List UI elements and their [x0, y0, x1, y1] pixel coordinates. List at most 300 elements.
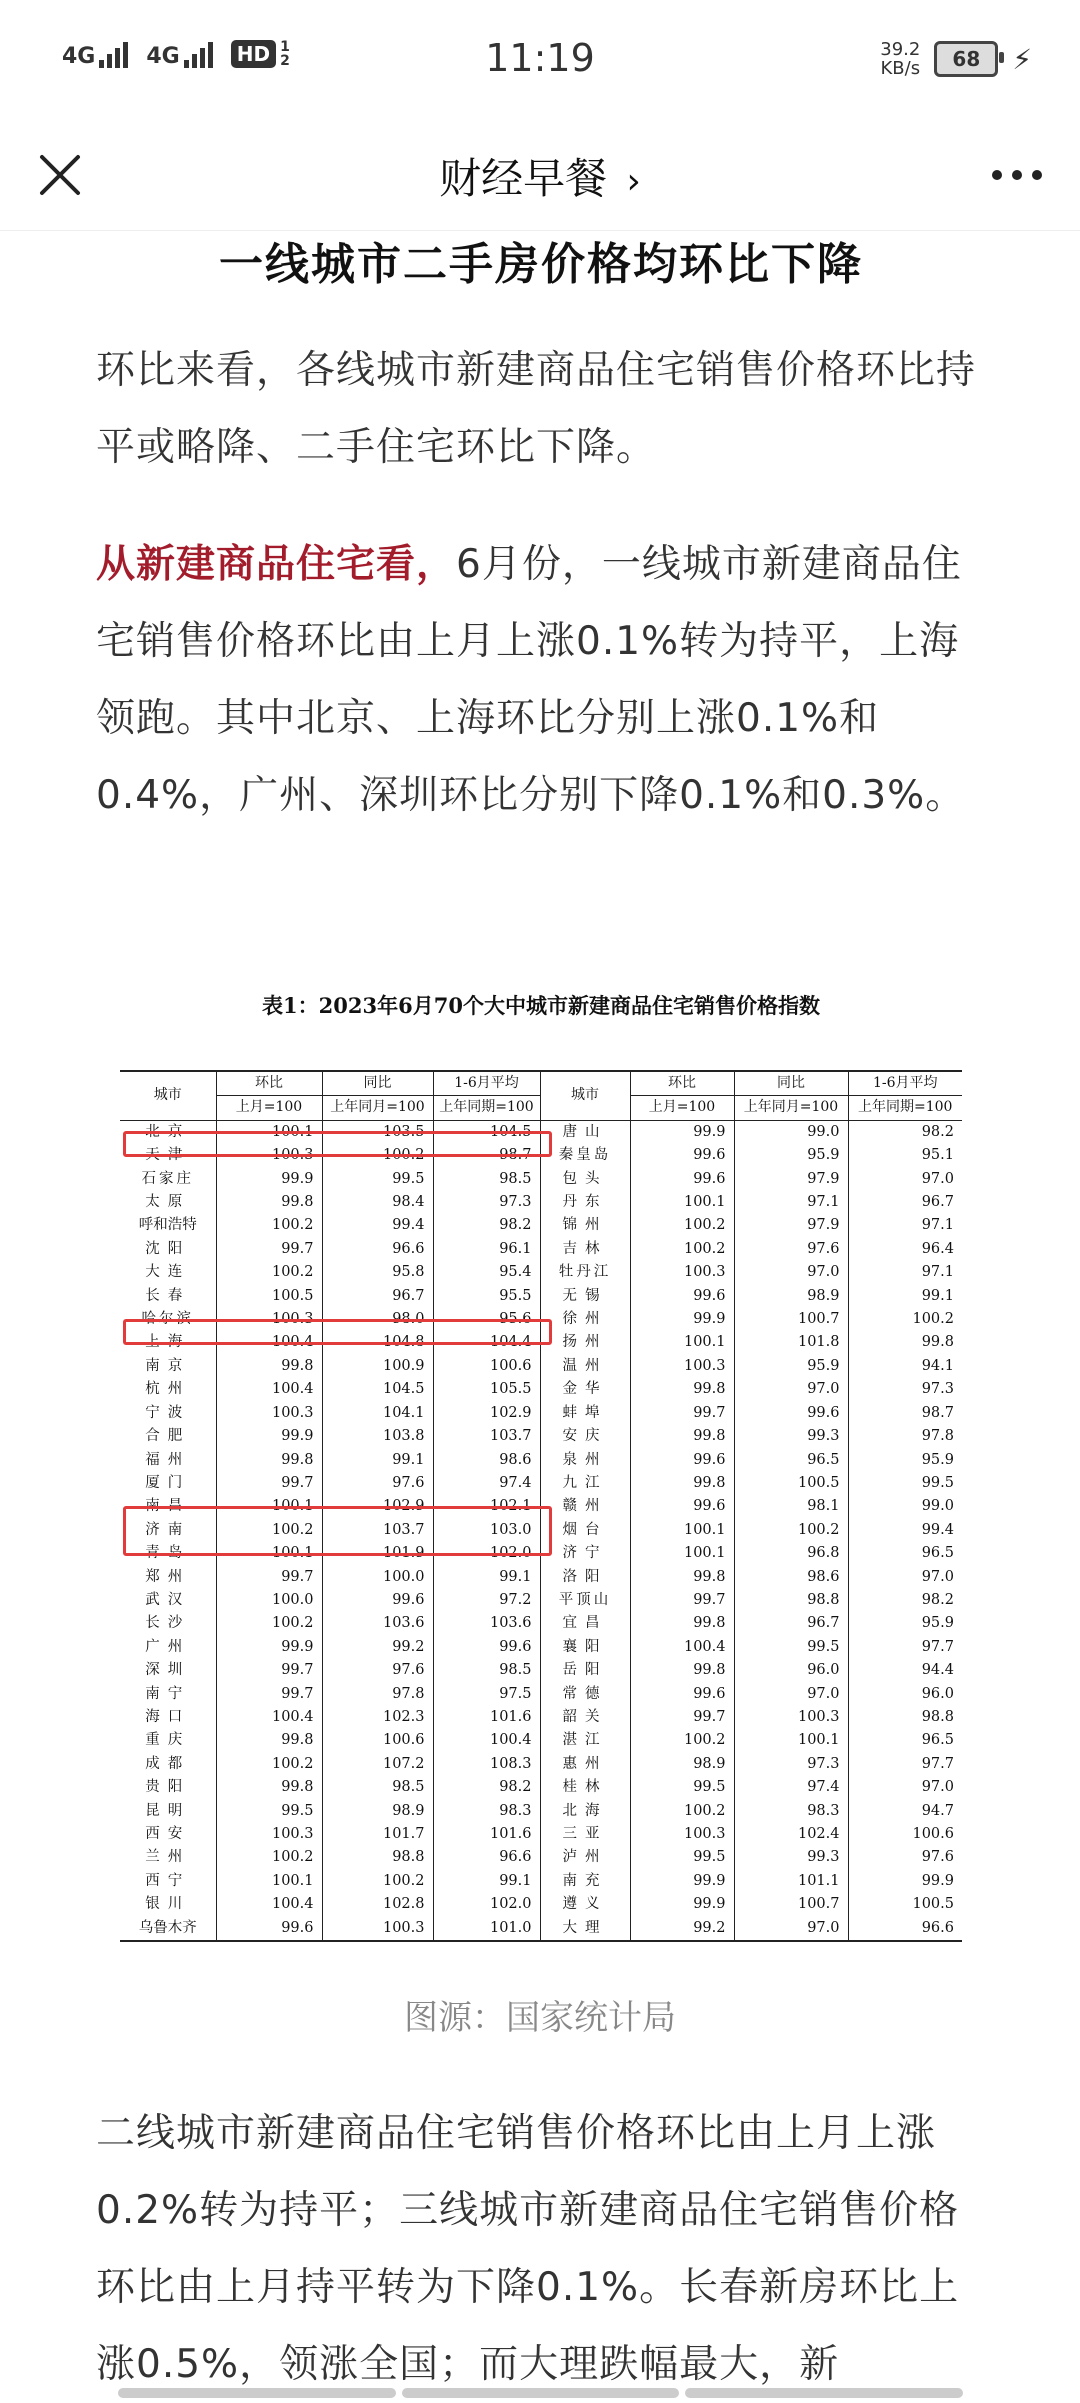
city-cell: 长春 — [145, 1287, 191, 1304]
value-cell: 97.4 — [433, 1472, 540, 1495]
value-cell: 96.4 — [848, 1238, 962, 1261]
value-cell: 99.8 — [630, 1472, 734, 1495]
city-cell: 唐山 — [540, 1120, 630, 1144]
value-cell: 99.8 — [216, 1729, 322, 1752]
value-cell: 96.5 — [848, 1729, 962, 1752]
value-cell: 103.6 — [322, 1612, 433, 1635]
city-cell: 合肥 — [145, 1428, 191, 1445]
table-row — [120, 1917, 962, 1941]
value-cell: 100.1 — [216, 1542, 322, 1565]
value-cell: 99.5 — [630, 1776, 734, 1799]
value-cell: 97.1 — [848, 1261, 962, 1284]
city-cell: 上海 — [145, 1334, 191, 1351]
sim2-label: 4G — [146, 44, 180, 69]
city-cell: 南充 — [540, 1870, 630, 1893]
value-cell: 98.5 — [433, 1659, 540, 1682]
value-cell: 99.9 — [630, 1120, 734, 1144]
sim1-label: 4G — [62, 44, 96, 69]
value-cell: 108.3 — [433, 1753, 540, 1776]
value-cell: 100.2 — [322, 1870, 433, 1893]
table-row — [120, 1285, 962, 1308]
value-cell: 100.6 — [433, 1355, 540, 1378]
value-cell: 100.2 — [216, 1214, 322, 1237]
value-cell: 99.1 — [848, 1285, 962, 1308]
value-cell: 96.5 — [734, 1449, 848, 1472]
value-cell: 99.1 — [433, 1870, 540, 1893]
paragraph-2 — [96, 526, 986, 834]
value-cell: 105.5 — [433, 1378, 540, 1401]
value-cell: 99.6 — [630, 1449, 734, 1472]
value-cell: 100.1 — [630, 1191, 734, 1214]
highlight-box-guangzhou-shenzhen — [123, 1506, 552, 1556]
value-cell: 99.6 — [322, 1589, 433, 1612]
value-cell: 99.7 — [216, 1472, 322, 1495]
city-cell: 桂林 — [540, 1776, 630, 1799]
value-cell: 99.5 — [630, 1846, 734, 1869]
city-cell: 郑州 — [145, 1568, 191, 1585]
value-cell: 95.9 — [734, 1144, 848, 1167]
city-cell: 安庆 — [540, 1425, 630, 1448]
value-cell: 99.5 — [322, 1168, 433, 1191]
value-cell: 99.7 — [630, 1589, 734, 1612]
value-cell: 99.8 — [630, 1378, 734, 1401]
table-row — [120, 1729, 962, 1752]
city-cell: 无锡 — [540, 1285, 630, 1308]
more-icon — [992, 170, 1002, 180]
value-cell: 99.0 — [734, 1120, 848, 1144]
value-cell: 99.8 — [216, 1449, 322, 1472]
value-cell: 100.3 — [630, 1823, 734, 1846]
city-cell: 惠州 — [540, 1753, 630, 1776]
value-cell: 99.6 — [216, 1917, 322, 1941]
value-cell: 99.7 — [216, 1566, 322, 1589]
value-cell: 99.7 — [216, 1683, 322, 1706]
value-cell: 98.9 — [322, 1800, 433, 1823]
value-cell: 99.6 — [630, 1495, 734, 1518]
value-cell: 97.7 — [848, 1636, 962, 1659]
value-cell: 102.3 — [322, 1706, 433, 1729]
article-body-continued — [96, 2095, 986, 2403]
value-cell: 102.0 — [433, 1893, 540, 1916]
value-cell: 104.5 — [322, 1378, 433, 1401]
value-cell: 100.4 — [433, 1729, 540, 1752]
column-header: 环比 — [216, 1071, 322, 1096]
city-cell: 大连 — [145, 1264, 191, 1281]
value-cell: 99.7 — [216, 1238, 322, 1261]
table-row — [120, 1261, 962, 1284]
value-cell: 102.8 — [322, 1893, 433, 1916]
value-cell: 98.3 — [433, 1800, 540, 1823]
article-body — [96, 230, 986, 834]
value-cell: 99.8 — [630, 1612, 734, 1635]
value-cell: 102.0 — [433, 1542, 540, 1565]
city-cell: 平顶山 — [540, 1589, 630, 1612]
city-cell: 沈阳 — [145, 1240, 191, 1257]
value-cell: 100.2 — [848, 1308, 962, 1331]
value-cell: 97.0 — [734, 1917, 848, 1941]
value-cell: 96.7 — [848, 1191, 962, 1214]
city-cell: 西宁 — [145, 1872, 191, 1889]
value-cell: 100.6 — [848, 1823, 962, 1846]
status-time: 11:19 — [485, 36, 595, 80]
value-cell: 97.9 — [734, 1168, 848, 1191]
city-cell: 海口 — [145, 1708, 191, 1725]
value-cell: 103.8 — [322, 1425, 433, 1448]
value-cell: 97.0 — [734, 1683, 848, 1706]
value-cell: 100.5 — [734, 1472, 848, 1495]
value-cell: 96.5 — [848, 1542, 962, 1565]
value-cell: 97.6 — [322, 1472, 433, 1495]
value-cell: 102.1 — [433, 1495, 540, 1518]
value-cell: 98.2 — [433, 1776, 540, 1799]
column-header: 1-6月平均 — [848, 1071, 962, 1096]
value-cell: 100.2 — [630, 1800, 734, 1823]
paragraph-3: 二线城市新建商品住宅销售价格环比由上月上涨0.2%转为持平；三线城市新建商品住宅销售价格环比由上月持平转为下降0.1%。长春新房环比上涨0.5%，领涨全国；而大理跌幅最大，新 — [96, 2111, 960, 2387]
value-cell: 99.1 — [433, 1566, 540, 1589]
value-cell: 104.1 — [322, 1402, 433, 1425]
page-title: 财经早餐 — [439, 154, 608, 203]
value-cell: 99.8 — [630, 1566, 734, 1589]
value-cell: 95.9 — [734, 1355, 848, 1378]
value-cell: 99.6 — [433, 1636, 540, 1659]
table-row — [120, 1636, 962, 1659]
value-cell: 100.1 — [734, 1729, 848, 1752]
city-cell: 徐州 — [540, 1308, 630, 1331]
value-cell: 100.7 — [734, 1308, 848, 1331]
value-cell: 97.3 — [848, 1378, 962, 1401]
city-cell: 岳阳 — [540, 1659, 630, 1682]
city-cell: 吉林 — [540, 1238, 630, 1261]
table-row — [120, 1425, 962, 1448]
value-cell: 104.5 — [433, 1120, 540, 1144]
paragraph-1: 环比来看，各线城市新建商品住宅销售价格环比持平或略降、二手住宅环比下降。 — [96, 348, 977, 470]
value-cell: 100.5 — [848, 1893, 962, 1916]
city-cell: 南昌 — [145, 1498, 191, 1515]
city-cell: 成都 — [145, 1755, 191, 1772]
column-subheader: 上月=100 — [216, 1096, 322, 1120]
value-cell: 99.9 — [630, 1870, 734, 1893]
city-cell: 贵阳 — [145, 1779, 191, 1796]
value-cell: 98.9 — [630, 1753, 734, 1776]
value-cell: 98.2 — [848, 1120, 962, 1144]
value-cell: 100.4 — [216, 1331, 322, 1354]
city-cell: 洛阳 — [540, 1566, 630, 1589]
city-cell: 银川 — [145, 1896, 191, 1913]
column-header: 同比 — [322, 1071, 433, 1096]
value-cell: 97.9 — [734, 1214, 848, 1237]
value-cell: 99.5 — [216, 1800, 322, 1823]
value-cell: 99.8 — [216, 1355, 322, 1378]
value-cell: 95.4 — [433, 1261, 540, 1284]
table-row — [120, 1846, 962, 1869]
value-cell: 98.2 — [848, 1589, 962, 1612]
value-cell: 103.7 — [322, 1519, 433, 1542]
city-cell: 深圳 — [145, 1662, 191, 1679]
value-cell: 100.1 — [216, 1870, 322, 1893]
paragraph-2-text: 6月份，一线城市新建商品住宅销售价格环比由上月上涨0.1%转为持平，上海领跑。其中北京、上海环比分别上涨0.1%和0.4%，广州、深圳环比分别下降0.1%和0.3%。 — [96, 542, 966, 818]
value-cell: 102.4 — [734, 1823, 848, 1846]
value-cell: 99.9 — [630, 1308, 734, 1331]
column-header: 同比 — [734, 1071, 848, 1096]
table-row — [120, 1191, 962, 1214]
city-cell: 扬州 — [540, 1331, 630, 1354]
city-cell: 福州 — [145, 1451, 191, 1468]
highlight-text: 从新建商品住宅看， — [96, 542, 457, 587]
value-cell: 98.6 — [734, 1566, 848, 1589]
value-cell: 99.6 — [630, 1144, 734, 1167]
value-cell: 98.3 — [734, 1800, 848, 1823]
city-cell: 九江 — [540, 1472, 630, 1495]
value-cell: 101.6 — [433, 1706, 540, 1729]
value-cell: 101.0 — [433, 1917, 540, 1941]
value-cell: 94.4 — [848, 1659, 962, 1682]
value-cell: 100.3 — [216, 1402, 322, 1425]
value-cell: 97.5 — [433, 1683, 540, 1706]
city-cell: 广州 — [145, 1638, 191, 1655]
value-cell: 99.9 — [848, 1870, 962, 1893]
value-cell: 99.2 — [630, 1917, 734, 1941]
value-cell: 99.8 — [848, 1331, 962, 1354]
hd-icon: HD 1 2 — [231, 40, 290, 68]
value-cell: 100.2 — [216, 1261, 322, 1284]
value-cell: 95.9 — [848, 1449, 962, 1472]
table-row — [120, 1612, 962, 1635]
value-cell: 98.8 — [734, 1589, 848, 1612]
value-cell: 99.9 — [216, 1636, 322, 1659]
value-cell: 96.6 — [322, 1238, 433, 1261]
city-cell: 乌鲁木齐 — [138, 1919, 197, 1936]
network-speed: 39.2 KB/s — [880, 39, 921, 79]
value-cell: 97.1 — [848, 1214, 962, 1237]
highlight-box-beijing — [123, 1131, 552, 1157]
city-cell: 济南 — [145, 1521, 191, 1538]
value-cell: 100.2 — [630, 1238, 734, 1261]
value-cell: 100.1 — [630, 1519, 734, 1542]
value-cell: 101.7 — [322, 1823, 433, 1846]
value-cell: 98.7 — [433, 1144, 540, 1167]
city-cell: 青岛 — [145, 1545, 191, 1562]
value-cell: 97.8 — [322, 1683, 433, 1706]
value-cell: 103.6 — [433, 1612, 540, 1635]
value-cell: 97.0 — [734, 1261, 848, 1284]
city-cell: 呼和浩特 — [138, 1217, 197, 1234]
city-cell: 锦州 — [540, 1214, 630, 1237]
city-cell: 天津 — [145, 1147, 191, 1164]
value-cell: 98.1 — [734, 1495, 848, 1518]
column-subheader: 上年同期=100 — [433, 1096, 540, 1120]
status-bar — [0, 0, 1080, 120]
value-cell: 103.5 — [322, 1120, 433, 1144]
city-cell: 长沙 — [145, 1615, 191, 1632]
value-cell: 100.3 — [216, 1308, 322, 1331]
value-cell: 99.6 — [630, 1683, 734, 1706]
gesture-bar[interactable] — [118, 2388, 963, 2398]
highlight-box-shanghai — [123, 1319, 552, 1345]
value-cell: 100.2 — [216, 1846, 322, 1869]
value-cell: 100.2 — [216, 1753, 322, 1776]
value-cell: 96.7 — [322, 1285, 433, 1308]
city-cell: 包头 — [540, 1168, 630, 1191]
city-cell: 北海 — [540, 1800, 630, 1823]
value-cell: 96.6 — [848, 1917, 962, 1941]
value-cell: 100.0 — [322, 1566, 433, 1589]
table-row — [120, 1402, 962, 1425]
value-cell: 100.4 — [216, 1893, 322, 1916]
value-cell: 100.1 — [630, 1542, 734, 1565]
value-cell: 96.0 — [734, 1659, 848, 1682]
value-cell: 102.9 — [433, 1402, 540, 1425]
city-cell: 泉州 — [540, 1449, 630, 1472]
value-cell: 100.3 — [216, 1823, 322, 1846]
table-row — [120, 1238, 962, 1261]
value-cell: 98.4 — [322, 1191, 433, 1214]
city-cell: 温州 — [540, 1355, 630, 1378]
value-cell: 99.3 — [734, 1425, 848, 1448]
value-cell: 98.7 — [848, 1402, 962, 1425]
table-row — [120, 1683, 962, 1706]
value-cell: 100.1 — [216, 1120, 322, 1144]
value-cell: 99.1 — [322, 1449, 433, 1472]
column-header: 环比 — [630, 1071, 734, 1096]
value-cell: 99.8 — [216, 1191, 322, 1214]
value-cell: 95.6 — [433, 1308, 540, 1331]
value-cell: 97.1 — [734, 1191, 848, 1214]
chevron-right-icon: › — [626, 161, 641, 202]
value-cell: 97.0 — [848, 1168, 962, 1191]
city-cell: 常德 — [540, 1683, 630, 1706]
value-cell: 99.5 — [848, 1472, 962, 1495]
value-cell: 100.2 — [630, 1214, 734, 1237]
value-cell: 99.3 — [734, 1846, 848, 1869]
value-cell: 99.6 — [630, 1168, 734, 1191]
city-cell: 赣州 — [540, 1495, 630, 1518]
value-cell: 104.8 — [322, 1331, 433, 1354]
value-cell: 98.8 — [322, 1846, 433, 1869]
value-cell: 100.0 — [216, 1589, 322, 1612]
value-cell: 99.8 — [216, 1776, 322, 1799]
value-cell: 99.8 — [630, 1425, 734, 1448]
account-title-link[interactable] — [0, 146, 1080, 206]
city-cell: 兰州 — [145, 1849, 191, 1866]
value-cell: 100.4 — [216, 1706, 322, 1729]
value-cell: 98.5 — [433, 1168, 540, 1191]
value-cell: 99.9 — [216, 1425, 322, 1448]
status-right — [880, 40, 1032, 78]
column-header: 城市 — [540, 1071, 630, 1120]
column-subheader: 上年同期=100 — [848, 1096, 962, 1120]
city-cell: 重庆 — [145, 1732, 191, 1749]
table-row — [120, 1355, 962, 1378]
city-cell: 杭州 — [145, 1381, 191, 1398]
value-cell: 100.4 — [216, 1378, 322, 1401]
city-cell: 烟台 — [540, 1519, 630, 1542]
value-cell: 97.0 — [734, 1378, 848, 1401]
value-cell: 98.0 — [322, 1308, 433, 1331]
value-cell: 100.2 — [216, 1519, 322, 1542]
value-cell: 97.2 — [433, 1589, 540, 1612]
value-cell: 98.6 — [433, 1449, 540, 1472]
value-cell: 100.3 — [216, 1144, 322, 1167]
value-cell: 96.6 — [433, 1846, 540, 1869]
table-row — [120, 1823, 962, 1846]
value-cell: 99.0 — [848, 1495, 962, 1518]
table-row — [120, 1776, 962, 1799]
value-cell: 103.0 — [433, 1519, 540, 1542]
city-cell: 韶关 — [540, 1706, 630, 1729]
table-caption: 表1：2023年6月70个大中城市新建商品住宅销售价格指数 — [262, 993, 820, 1018]
table-row — [120, 1870, 962, 1893]
value-cell: 99.7 — [216, 1659, 322, 1682]
table-row — [120, 1589, 962, 1612]
value-cell: 99.9 — [630, 1893, 734, 1916]
value-cell: 98.9 — [734, 1285, 848, 1308]
value-cell: 101.9 — [322, 1542, 433, 1565]
value-cell: 97.6 — [322, 1659, 433, 1682]
city-cell: 厦门 — [145, 1474, 191, 1491]
value-cell: 99.2 — [322, 1636, 433, 1659]
value-cell: 97.0 — [848, 1566, 962, 1589]
table-row — [120, 1214, 962, 1237]
column-subheader: 上月=100 — [630, 1096, 734, 1120]
value-cell: 100.3 — [630, 1261, 734, 1284]
city-cell: 石家庄 — [141, 1170, 194, 1187]
value-cell: 99.7 — [630, 1706, 734, 1729]
city-cell: 济宁 — [540, 1542, 630, 1565]
value-cell: 99.6 — [630, 1285, 734, 1308]
city-cell: 丹东 — [540, 1191, 630, 1214]
city-cell: 三亚 — [540, 1823, 630, 1846]
value-cell: 97.7 — [848, 1753, 962, 1776]
table-row — [120, 1472, 962, 1495]
value-cell: 100.9 — [322, 1355, 433, 1378]
table-row — [120, 1800, 962, 1823]
table-image — [120, 990, 962, 1936]
value-cell: 100.2 — [630, 1729, 734, 1752]
column-subheader: 上年同月=100 — [322, 1096, 433, 1120]
value-cell: 99.8 — [630, 1659, 734, 1682]
table-row — [120, 1449, 962, 1472]
image-credit: 图源：国家统计局 — [404, 1998, 676, 2038]
value-cell: 96.1 — [433, 1238, 540, 1261]
column-header: 城市 — [120, 1071, 216, 1120]
table-row — [120, 1706, 962, 1729]
value-cell: 96.7 — [734, 1612, 848, 1635]
city-cell: 宁波 — [145, 1404, 191, 1421]
value-cell: 101.1 — [734, 1870, 848, 1893]
value-cell: 99.4 — [322, 1214, 433, 1237]
value-cell: 97.0 — [848, 1776, 962, 1799]
value-cell: 95.8 — [322, 1261, 433, 1284]
city-cell: 蚌埠 — [540, 1402, 630, 1425]
value-cell: 100.1 — [630, 1331, 734, 1354]
value-cell: 94.7 — [848, 1800, 962, 1823]
value-cell: 95.1 — [848, 1144, 962, 1167]
value-cell: 97.4 — [734, 1776, 848, 1799]
value-cell: 97.6 — [848, 1846, 962, 1869]
value-cell: 98.5 — [322, 1776, 433, 1799]
value-cell: 96.0 — [848, 1683, 962, 1706]
value-cell: 99.7 — [630, 1402, 734, 1425]
table-row — [120, 1753, 962, 1776]
more-button[interactable] — [992, 170, 1042, 180]
value-cell: 100.3 — [630, 1355, 734, 1378]
value-cell: 97.6 — [734, 1238, 848, 1261]
value-cell: 95.5 — [433, 1285, 540, 1308]
value-cell: 104.4 — [433, 1331, 540, 1354]
city-cell: 牡丹江 — [540, 1261, 630, 1284]
value-cell: 98.2 — [433, 1214, 540, 1237]
value-cell: 100.2 — [734, 1519, 848, 1542]
